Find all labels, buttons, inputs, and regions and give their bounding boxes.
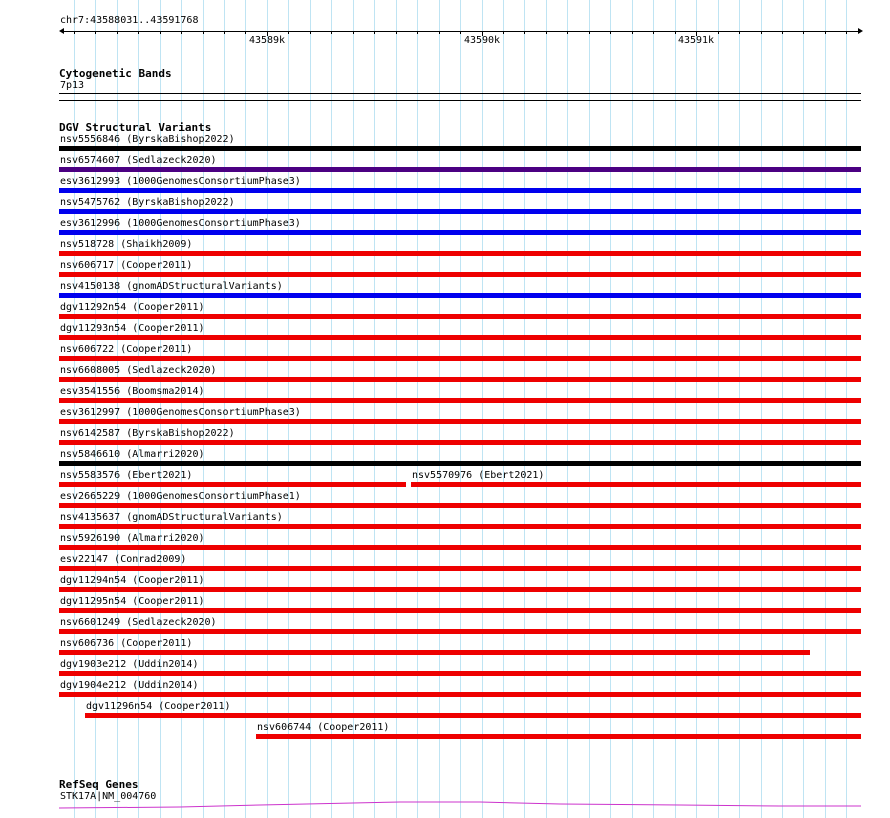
dgv-feature-bar[interactable] [59, 167, 861, 172]
dgv-feature-label[interactable]: dgv11292n54 (Cooper2011) [60, 302, 205, 313]
ruler-minor-tick [524, 31, 525, 34]
ruler-minor-tick [95, 31, 96, 34]
ruler-minor-tick [460, 31, 461, 34]
ruler-minor-tick [117, 31, 118, 34]
ruler-tick-label: 43589k [248, 35, 286, 46]
dgv-feature-bar[interactable] [59, 251, 861, 256]
dgv-feature-label[interactable]: nsv5556846 (ByrskaBishop2022) [60, 134, 235, 145]
ruler-minor-tick [825, 31, 826, 34]
dgv-feature-label[interactable]: dgv11295n54 (Cooper2011) [60, 596, 205, 607]
ruler-minor-tick [503, 31, 504, 34]
dgv-feature-bar[interactable] [59, 650, 810, 655]
dgv-feature-bar[interactable] [411, 482, 861, 487]
ruler-minor-tick [610, 31, 611, 34]
ruler-minor-tick [396, 31, 397, 34]
ruler-minor-tick [160, 31, 161, 34]
ruler-minor-tick [417, 31, 418, 34]
ruler-minor-tick [846, 31, 847, 34]
ruler-tick-label: 43591k [677, 35, 715, 46]
ruler-minor-tick [567, 31, 568, 34]
dgv-feature-label[interactable]: esv3612993 (1000GenomesConsortiumPhase3) [60, 176, 301, 187]
dgv-feature-label[interactable]: nsv6574607 (Sedlazeck2020) [60, 155, 217, 166]
dgv-feature-label[interactable]: nsv5475762 (ByrskaBishop2022) [60, 197, 235, 208]
dgv-feature-bar[interactable] [59, 377, 861, 382]
dgv-feature-bar[interactable] [59, 146, 861, 151]
dgv-feature-bar[interactable] [59, 482, 406, 487]
ruler-minor-tick [203, 31, 204, 34]
ruler-minor-tick [224, 31, 225, 34]
ruler-minor-tick [546, 31, 547, 34]
ruler-minor-tick [761, 31, 762, 34]
ruler-minor-tick [675, 31, 676, 34]
dgv-feature-label[interactable]: nsv5583576 (Ebert2021) [60, 470, 193, 481]
dgv-feature-label[interactable]: esv3541556 (Boomsma2014) [60, 386, 205, 397]
dgv-feature-bar[interactable] [59, 629, 861, 634]
dgv-feature-label[interactable]: nsv6608005 (Sedlazeck2020) [60, 365, 217, 376]
dgv-feature-label[interactable]: nsv606722 (Cooper2011) [60, 344, 193, 355]
dgv-feature-label[interactable]: esv3612997 (1000GenomesConsortiumPhase3) [60, 407, 301, 418]
dgv-feature-label[interactable]: nsv606717 (Cooper2011) [60, 260, 193, 271]
ruler-tick-label: 43590k [463, 35, 501, 46]
dgv-feature-bar[interactable] [59, 356, 861, 361]
ruler-minor-tick [353, 31, 354, 34]
ruler-minor-tick [138, 31, 139, 34]
refseq-track-title[interactable]: RefSeq Genes [59, 778, 139, 791]
refseq-gene-model[interactable] [0, 798, 890, 812]
ruler-minor-tick [589, 31, 590, 34]
dgv-feature-label[interactable]: dgv1904e212 (Uddin2014) [60, 680, 199, 691]
dgv-feature-label[interactable]: nsv6601249 (Sedlazeck2020) [60, 617, 217, 628]
ruler-minor-tick [782, 31, 783, 34]
dgv-feature-bar[interactable] [59, 503, 861, 508]
dgv-feature-bar[interactable] [59, 566, 861, 571]
dgv-feature-label[interactable]: dgv11296n54 (Cooper2011) [86, 701, 231, 712]
dgv-feature-bar[interactable] [59, 293, 861, 298]
dgv-feature-label[interactable]: nsv6142587 (ByrskaBishop2022) [60, 428, 235, 439]
dgv-feature-label[interactable]: nsv5846610 (Almarri2020) [60, 449, 205, 460]
dgv-feature-label[interactable]: esv2665229 (1000GenomesConsortiumPhase1) [60, 491, 301, 502]
dgv-feature-label[interactable]: nsv518728 (Shaikh2009) [60, 239, 193, 250]
ruler-minor-tick [74, 31, 75, 34]
dgv-feature-bar[interactable] [59, 230, 861, 235]
dgv-feature-label[interactable]: nsv606744 (Cooper2011) [257, 722, 390, 733]
ruler-minor-tick [739, 31, 740, 34]
dgv-feature-label[interactable]: dgv1903e212 (Uddin2014) [60, 659, 199, 670]
dgv-feature-bar[interactable] [59, 314, 861, 319]
ruler-minor-tick [288, 31, 289, 34]
position-label: chr7:43588031..43591768 [60, 15, 199, 26]
dgv-feature-bar[interactable] [59, 272, 861, 277]
scroll-right-arrow-icon[interactable] [858, 28, 863, 34]
dgv-feature-label[interactable]: dgv11293n54 (Cooper2011) [60, 323, 205, 334]
dgv-feature-bar[interactable] [59, 209, 861, 214]
dgv-feature-bar[interactable] [59, 524, 861, 529]
dgv-feature-bar[interactable] [85, 713, 861, 718]
ruler-minor-tick [374, 31, 375, 34]
ruler-minor-tick [653, 31, 654, 34]
gene-intron-line [59, 802, 861, 808]
dgv-feature-bar[interactable] [59, 692, 861, 697]
dgv-feature-label[interactable]: nsv4135637 (gnomADStructuralVariants) [60, 512, 283, 523]
cytoband-bar-bottom[interactable] [59, 100, 861, 101]
dgv-feature-label[interactable]: nsv4150138 (gnomADStructuralVariants) [60, 281, 283, 292]
ruler-minor-tick [803, 31, 804, 34]
dgv-feature-bar[interactable] [59, 419, 861, 424]
dgv-feature-label[interactable]: dgv11294n54 (Cooper2011) [60, 575, 205, 586]
refseq-gene-label[interactable]: STK17A|NM_004760 [60, 791, 157, 802]
ruler-minor-tick [632, 31, 633, 34]
dgv-feature-bar[interactable] [59, 545, 861, 550]
ruler-minor-tick [245, 31, 246, 34]
cytoband-track-title[interactable]: Cytogenetic Bands [59, 67, 172, 80]
dgv-feature-label[interactable]: nsv5570976 (Ebert2021) [412, 470, 545, 481]
cytoband-label: 7p13 [60, 80, 85, 91]
dgv-feature-bar[interactable] [256, 734, 861, 739]
ruler-minor-tick [181, 31, 182, 34]
dgv-feature-bar[interactable] [59, 587, 861, 592]
cytoband-bar-top[interactable] [59, 93, 861, 94]
dgv-feature-label[interactable]: nsv5926190 (Almarri2020) [60, 533, 205, 544]
dgv-feature-bar[interactable] [59, 671, 861, 676]
dgv-feature-bar[interactable] [59, 188, 861, 193]
dgv-feature-label[interactable]: esv3612996 (1000GenomesConsortiumPhase3) [60, 218, 301, 229]
ruler-minor-tick [439, 31, 440, 34]
dgv-feature-bar[interactable] [59, 608, 861, 613]
dgv-feature-bar[interactable] [59, 398, 861, 403]
scroll-left-arrow-icon[interactable] [59, 28, 64, 34]
dgv-feature-label[interactable]: nsv606736 (Cooper2011) [60, 638, 193, 649]
dgv-track-title[interactable]: DGV Structural Variants [59, 121, 212, 134]
ruler-minor-tick [718, 31, 719, 34]
dgv-feature-bar[interactable] [59, 335, 861, 340]
ruler-minor-tick [331, 31, 332, 34]
dgv-feature-label[interactable]: esv22147 (Conrad2009) [60, 554, 187, 565]
ruler-minor-tick [310, 31, 311, 34]
dgv-feature-bar[interactable] [59, 440, 861, 445]
dgv-feature-bar[interactable] [59, 461, 861, 466]
